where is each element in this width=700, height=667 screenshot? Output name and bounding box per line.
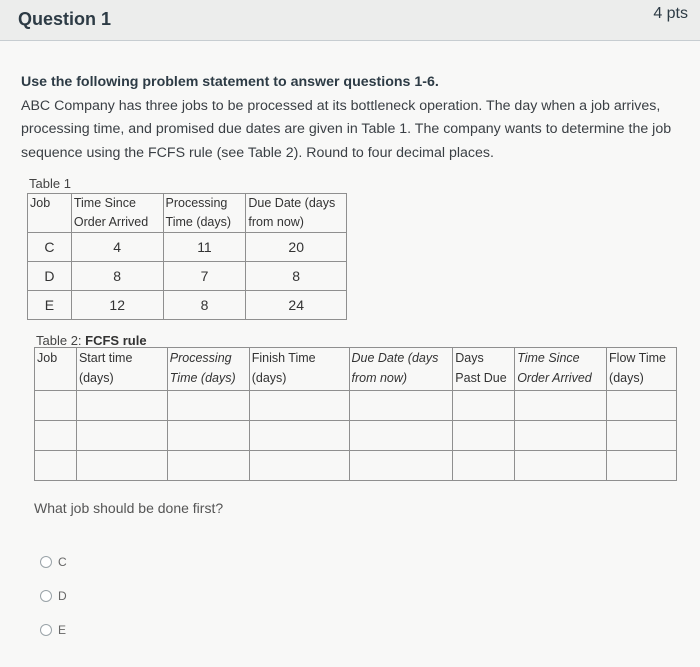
table2-cell	[249, 451, 349, 481]
table1-cell: 8	[246, 262, 347, 291]
table1-header-processing: Processing Time (days)	[163, 194, 246, 233]
table1-cell: 20	[246, 233, 347, 262]
table2-caption-prefix: Table 2:	[36, 333, 86, 348]
table1-cell: E	[28, 291, 72, 320]
problem-statement	[21, 71, 681, 165]
question-prompt: What job should be done first?	[34, 500, 224, 516]
answer-option-label: D	[58, 589, 67, 603]
table2-cell	[453, 451, 515, 481]
table2-cell	[515, 451, 607, 481]
table2-cell	[76, 451, 167, 481]
table1-cell: 4	[71, 233, 163, 262]
table2-caption-rule: FCFS rule	[85, 333, 147, 348]
table2	[34, 347, 677, 481]
table1-cell: 12	[71, 291, 163, 320]
table2-cell	[515, 421, 607, 451]
table2-cell	[76, 391, 167, 421]
table1-header-job: Job	[28, 194, 72, 233]
statement-lead: Use the following problem statement to answer questions 1-6.	[21, 74, 439, 90]
radio-button-icon[interactable]	[40, 624, 52, 636]
table1	[27, 193, 347, 320]
radio-button-icon[interactable]	[40, 556, 52, 568]
answer-option-label: C	[58, 555, 67, 569]
answer-option-d[interactable]	[40, 589, 67, 603]
table1-cell: 7	[163, 262, 246, 291]
table1-caption: Table 1	[29, 176, 71, 191]
table2-cell	[76, 421, 167, 451]
table2-cell	[249, 421, 349, 451]
table2-cell	[167, 421, 249, 451]
table1-cell: 8	[71, 262, 163, 291]
answer-option-c[interactable]	[40, 555, 67, 569]
table2-cell	[35, 391, 77, 421]
table2-header-start-time: Start time (days)	[76, 348, 167, 391]
radio-button-icon[interactable]	[40, 590, 52, 602]
table2-header-due-date: Due Date (days from now)	[349, 348, 453, 391]
table1-cell: 24	[246, 291, 347, 320]
table2-cell	[349, 391, 453, 421]
table2-cell	[249, 391, 349, 421]
table2-cell	[607, 451, 677, 481]
answer-option-label: E	[58, 623, 67, 637]
table2-header-days-past-due: Days Past Due	[453, 348, 515, 391]
table1-cell: D	[28, 262, 72, 291]
statement-text: ABC Company has three jobs to be processed at its bottleneck operation. The day when a job arrives, processing time, and promised due dates are given in Table 1. The company wants to determine the job sequence using the FCFS rule (see Table 2). Round to four decimal places.	[21, 97, 672, 161]
table2-cell	[35, 451, 77, 481]
table2-cell	[607, 391, 677, 421]
table1-cell: 8	[163, 291, 246, 320]
table1-cell: 11	[163, 233, 246, 262]
table2-header-time-since: Time Since Order Arrived	[515, 348, 607, 391]
table1-header-time-since: Time Since Order Arrived	[71, 194, 163, 233]
table2-cell	[167, 451, 249, 481]
table2-cell	[607, 421, 677, 451]
table2-cell	[349, 421, 453, 451]
table1-header-due-date: Due Date (days from now)	[246, 194, 347, 233]
table2-header-job: Job	[35, 348, 77, 391]
question-header	[0, 0, 700, 41]
table2-cell	[453, 421, 515, 451]
table2-header-processing: Processing Time (days)	[167, 348, 249, 391]
answer-option-e[interactable]	[40, 623, 66, 637]
question-title: Question 1	[18, 9, 112, 29]
table2-caption	[36, 333, 147, 348]
table2-cell	[453, 391, 515, 421]
table2-empty-row	[35, 421, 677, 451]
table2-cell	[35, 421, 77, 451]
table2-empty-row	[35, 451, 677, 481]
table2-header-flow-time: Flow Time (days)	[607, 348, 677, 391]
table2-cell	[349, 451, 453, 481]
question-points: 4 pts	[653, 5, 688, 22]
table2-cell	[515, 391, 607, 421]
table2-header-finish-time: Finish Time (days)	[249, 348, 349, 391]
table2-cell	[167, 391, 249, 421]
table2-empty-row	[35, 391, 677, 421]
table1-cell: C	[28, 233, 72, 262]
